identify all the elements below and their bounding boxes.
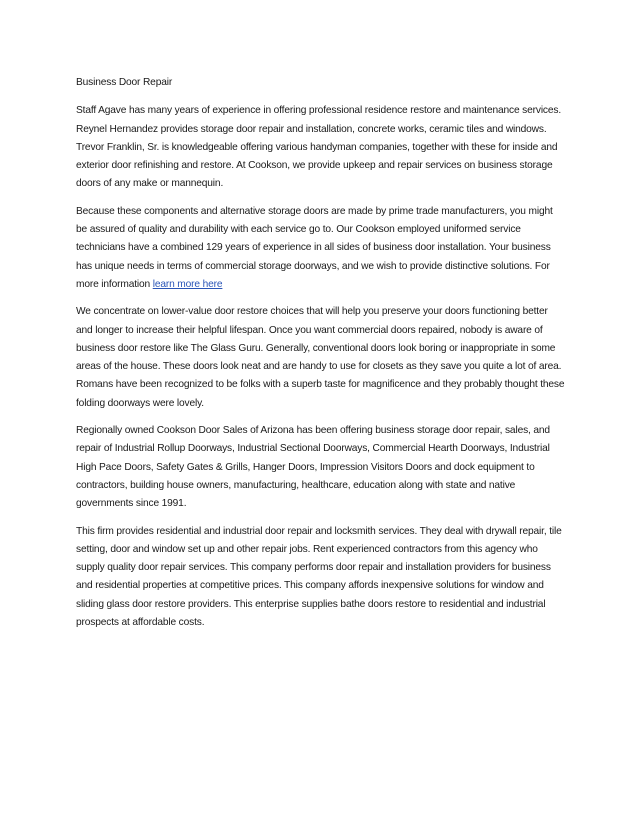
document-page <box>76 74 566 641</box>
document-title: Business Door Repair <box>76 77 173 88</box>
paragraph-4: Regionally owned Cookson Door Sales of Arizona has been offering business storage door repair, sales, and repair of Industrial Rollup Doorways, Industrial Sectional Doorways, Commercial Hearth Doorways, Industrial High Pace Doors, Safety Gates & Grills, Hanger Doors, Impression Visitors Doors and dock equipment to contractors, building house owners, manufacturing, healthcare, education along with state and native governments since 1991. <box>76 425 550 510</box>
paragraph-5: This firm provides residential and industrial door repair and locksmith services. They deal with drywall repair, tile setting, door and window set up and other repair jobs. Rent experienced contractors from this agency who supply quality door repair services. This company performs door repair and installation providers for business and residential properties at competitive prices. This company affords inexpensive solutions for window and sliding glass door restore providers. This enterprise supplies bathe doors restore to residential and industrial prospects at affordable costs. <box>76 525 562 629</box>
paragraph-3: We concentrate on lower-value door restore choices that will help you preserve your doors functioning better and longer to increase their helpful lifespan. Once you want commercial doors repaired, nobody is aware of business door restore like The Glass Guru. Generally, conventional doors look boring or inappropriate in some areas of the house. These doors look neat and are handy to use for closets as they save you quite a lot of area. Romans have been recognized to be folks with a superb taste for magnificence and they probably thought these folding doorways were lovely. <box>76 306 565 409</box>
learn-more-link[interactable]: learn more here <box>152 278 223 290</box>
paragraph-1: Staff Agave has many years of experience in offering professional residence restore and maintenance services. Reynel Hernandez provides storage door repair and installation, concrete works, ceramic tiles and windows. Trevor Franklin, Sr. is knowledgeable offering various handyman companies, together with these for inside and exterior door refinishing and restore. At Cookson, we provide upkeep and repair services on business storage doors of any make or mannequin. <box>76 105 562 190</box>
paragraph-2 <box>76 203 566 294</box>
paragraph-2-text: Because these components and alternative storage doors are made by prime trade manufacturers, you might be assured of quality and durability with each service go to. Our Cookson employed uniformed service technicians have a combined 129 years of experience in all sides of business door installation. Your business has unique needs in terms of commercial storage doorways, and we wish to provide distinctive solutions. For more information <box>76 205 553 290</box>
